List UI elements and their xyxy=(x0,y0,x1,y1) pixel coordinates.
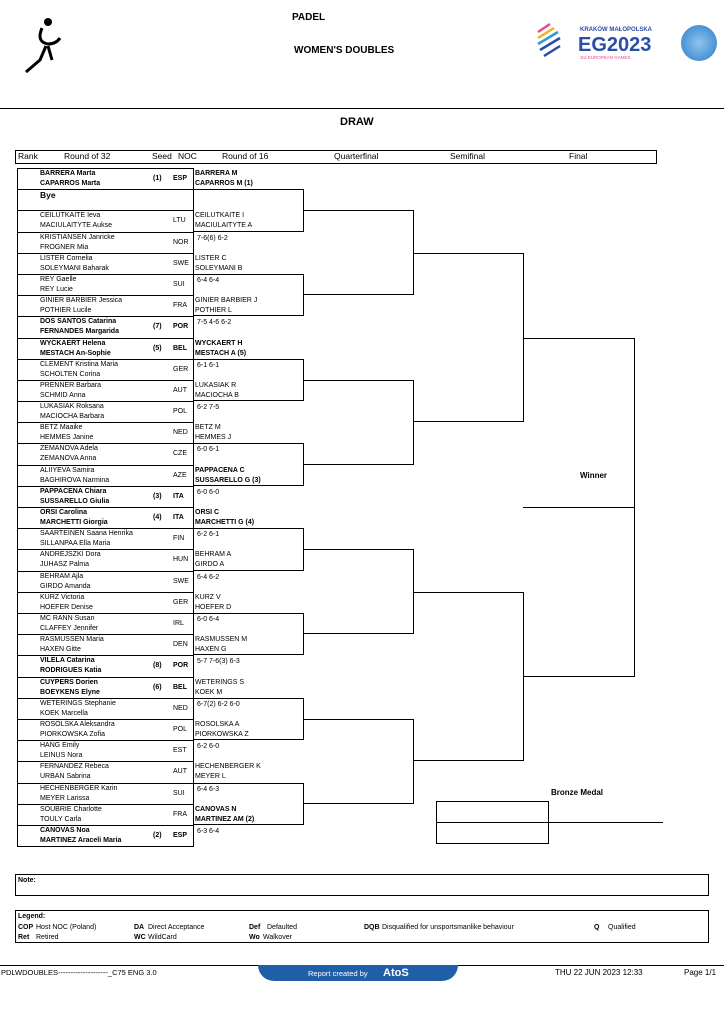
player-name: RODRIGUES Katia xyxy=(40,667,102,675)
r16-winner-name: WYCKAERT H xyxy=(195,339,243,347)
player-name: ORSI Carolina xyxy=(40,509,88,517)
r16-winner-name: LUKASIAK R xyxy=(195,381,237,389)
r16-winner-name: SUSSARELLO G (3) xyxy=(195,476,261,484)
player-name: CLEMENT Kristina Maria xyxy=(40,360,119,368)
legend-text: Retired xyxy=(36,934,59,941)
col-seed: Seed xyxy=(152,151,172,161)
player-name: CEILUTKAITE Ieva xyxy=(40,212,101,220)
r16-winner-name: ORSI C xyxy=(195,509,220,517)
player-name: SILLANPAA Ella Maria xyxy=(40,540,111,548)
player-name: MACIOCHA Barbara xyxy=(40,413,105,421)
col-round-of-16: Round of 16 xyxy=(222,151,269,161)
player-name: URBAN Sabrina xyxy=(40,773,91,781)
report-timestamp: THU 22 JUN 2023 12:33 xyxy=(555,968,643,977)
noc-code: AUT xyxy=(173,386,187,394)
padel-pictogram-icon xyxy=(24,16,64,76)
noc-code: ESP xyxy=(173,831,188,839)
legend-code: Def xyxy=(249,924,261,931)
player-name: WYCKAERT Helena xyxy=(40,339,106,347)
bronze-medal-line xyxy=(436,822,663,823)
noc-code: GER xyxy=(173,365,189,373)
r16-winner-name: KURZ V xyxy=(195,593,221,601)
r16-winner-name: MARCHETTI G (4) xyxy=(195,519,255,527)
r16-winner-name: MACIOCHA B xyxy=(195,391,239,399)
player-name: MARTINEZ Araceli Maria xyxy=(40,836,122,844)
player-name: KOEK Marcella xyxy=(40,709,88,717)
player-name: BETZ Maaike xyxy=(40,424,83,432)
r16-winner-name: GINIER BARBIER J xyxy=(195,297,258,305)
r16-winner-name: POTHIER L xyxy=(195,307,232,315)
player-name: LUKASIAK Roksana xyxy=(40,403,104,411)
noc-code: LTU xyxy=(173,217,186,225)
r16-winner-name: HOEFER D xyxy=(195,603,232,611)
player-name: BARRERA Marta xyxy=(40,170,96,177)
player-name: PIORKOWSKA Zofia xyxy=(40,730,105,738)
svg-text:EG2023: EG2023 xyxy=(578,34,652,56)
player-name: MACIULAITYTE Aukse xyxy=(40,222,112,230)
col-final: Final xyxy=(569,151,588,161)
noc-code: CZE xyxy=(173,450,187,458)
r16-winner-name: MARTINEZ AM (2) xyxy=(195,815,255,823)
noc-code: ESP xyxy=(173,175,188,182)
legend-code: WC xyxy=(134,934,146,941)
match-score: 6-4 6-2 xyxy=(197,573,220,581)
player-name: SAARTEINEN Saana Henrika xyxy=(40,530,133,538)
player-name: JUHASZ Palma xyxy=(40,561,90,569)
qf-bracket-box xyxy=(303,549,414,634)
seed: (1) xyxy=(153,175,162,182)
seed: (4) xyxy=(153,514,162,522)
seed: (6) xyxy=(153,683,162,691)
col-semifinal: Semifinal xyxy=(450,151,485,161)
noc-code: ITA xyxy=(173,514,184,522)
player-name: SCHMID Anna xyxy=(40,391,86,399)
noc-code: POR xyxy=(173,662,189,670)
noc-code: FIN xyxy=(173,535,185,543)
legend-label: Legend: xyxy=(18,913,46,920)
emblem-logo xyxy=(681,25,717,61)
player-name: SOLEYMANI Baharak xyxy=(40,264,109,272)
bye-label: Bye xyxy=(40,190,56,201)
noc-code: NOR xyxy=(173,238,189,246)
legend-code: Q xyxy=(594,924,600,931)
legend-text: Walkover xyxy=(263,934,292,941)
player-name: HOEFER Denise xyxy=(40,603,93,611)
noc-code: BEL xyxy=(173,683,187,691)
player-name: FERNANDEZ Rebeca xyxy=(40,763,109,771)
r16-winner-name: RASMUSSEN M xyxy=(195,636,248,644)
noc-code: FRA xyxy=(173,810,187,818)
match-score: 6-3 6-4 xyxy=(197,827,220,835)
player-name: HANG Emily xyxy=(40,742,80,750)
r16-bracket-box xyxy=(193,359,304,401)
player-name: CAPARROS Marta xyxy=(40,180,101,187)
noc-code: NED xyxy=(173,704,188,712)
col-noc: NOC xyxy=(178,151,197,161)
legend-text: Defaulted xyxy=(267,924,297,931)
noc-code: EST xyxy=(173,747,187,755)
noc-code: GER xyxy=(173,598,189,606)
player-name: LEINUS Nora xyxy=(40,752,83,760)
noc-code: ITA xyxy=(173,492,184,500)
r16-bracket-box xyxy=(193,613,304,655)
legend-code: Ret xyxy=(18,934,30,941)
seed: (7) xyxy=(153,323,162,331)
player-name: VILELA Catarina xyxy=(40,657,95,665)
r16-winner-name: HAXEN G xyxy=(195,646,227,654)
player-name: SUSSARELLO Giulia xyxy=(40,497,110,505)
r16-winner-name: GIRDO A xyxy=(195,561,225,569)
r16-winner-name: HEMMES J xyxy=(195,434,232,442)
legend-code: DQB xyxy=(364,924,380,931)
r16-winner-name: PAPPACENA C xyxy=(195,466,245,474)
sf-bracket-box xyxy=(413,592,524,762)
player-name: BAGHIROVA Narmina xyxy=(40,476,110,484)
r16-winner-name: MESTACH A (5) xyxy=(195,349,247,357)
player-name: SCHOLTEN Corina xyxy=(40,370,101,378)
r16-winner-name: KOEK M xyxy=(195,688,223,696)
legend-text: WildCard xyxy=(148,934,177,941)
legend-text: Disqualified for unsportsmanlike behaviour xyxy=(382,924,514,931)
noc-code: SUI xyxy=(173,280,185,288)
match-score: 7-6(6) 6-2 xyxy=(197,234,228,242)
player-name: PAPPACENA Chiara xyxy=(40,487,107,495)
r16-bracket-box xyxy=(193,274,304,316)
r16-bracket-box xyxy=(193,783,304,825)
sport-title: PADEL xyxy=(292,12,326,23)
match-score: 6-0 6-1 xyxy=(197,446,220,454)
player-name: HEMMES Janine xyxy=(40,434,94,442)
r16-winner-name: SOLEYMANI B xyxy=(195,264,243,272)
match-score: 6-7(2) 6-2 6-0 xyxy=(197,700,240,708)
qf-bracket-box xyxy=(303,719,414,804)
r16-winner-name: ROSOLSKA A xyxy=(195,720,240,728)
match-score: 6-0 6-4 xyxy=(197,615,220,623)
match-score: 6-2 7-5 xyxy=(197,404,220,412)
seed: (8) xyxy=(153,662,162,670)
player-name: ANDREJSZKI Dora xyxy=(40,551,101,559)
seed: (5) xyxy=(153,344,162,352)
r16-winner-name: BARRERA M xyxy=(195,170,238,177)
player-name: LISTER Cornelia xyxy=(40,254,93,262)
r16-winner-name: BEHRAM A xyxy=(195,551,232,559)
player-name: MEYER Larissa xyxy=(40,794,90,802)
col-rank: Rank xyxy=(18,151,38,161)
noc-code: SWE xyxy=(173,577,189,585)
atos-logo: AtoS xyxy=(383,967,409,979)
r16-bracket-box xyxy=(193,189,304,231)
qf-bracket-box xyxy=(303,210,414,295)
note-label: Note: xyxy=(18,877,36,884)
r16-winner-name: MEYER L xyxy=(195,773,226,781)
player-name: CLAFFEY Jennifer xyxy=(40,624,99,632)
player-name: TOULY Carla xyxy=(40,815,82,823)
player-name: POTHIER Lucile xyxy=(40,307,92,315)
r16-winner-name: MACIULAITYTE A xyxy=(195,222,253,230)
legend-code: Wo xyxy=(249,934,260,941)
sf-bracket-box xyxy=(413,253,524,423)
match-score: 7-5 4-6 6-2 xyxy=(197,319,232,327)
col-quarterfinal: Quarterfinal xyxy=(334,151,379,161)
player-name: REY Gaelle xyxy=(40,275,77,283)
r16-winner-name: LISTER C xyxy=(195,254,227,262)
european-games-logo xyxy=(536,10,666,62)
r16-bracket-box xyxy=(193,528,304,570)
noc-code: BEL xyxy=(173,344,187,352)
legend-box xyxy=(15,910,709,943)
r16-winner-name: WETERINGS S xyxy=(195,678,245,686)
player-name: PRENNER Barbara xyxy=(40,381,102,389)
r16-winner-name: CEILUTKAITE I xyxy=(195,212,245,220)
noc-code: SUI xyxy=(173,789,185,797)
player-name: GINIER BARBIER Jessica xyxy=(40,297,123,305)
seed: (2) xyxy=(153,831,162,839)
legend-text: Host NOC (Poland) xyxy=(36,924,97,931)
col-round-of-32: Round of 32 xyxy=(64,151,111,161)
player-name: MESTACH An-Sophie xyxy=(40,349,111,357)
r16-winner-name: HECHENBERGER K xyxy=(195,763,261,771)
r16-bracket-box xyxy=(193,443,304,485)
legend-code: COP xyxy=(18,924,34,931)
player-name: BEHRAM Ajla xyxy=(40,572,84,580)
player-name: CUYPERS Dorien xyxy=(40,678,98,686)
player-name: SOUBRIE Charlotte xyxy=(40,805,102,813)
player-name: KURZ Victoria xyxy=(40,593,85,601)
legend-text: Direct Acceptance xyxy=(148,924,205,931)
player-name: HAXEN Gitte xyxy=(40,646,81,654)
player-name: MARCHETTI Giorgia xyxy=(40,519,108,527)
legend-text: Qualified xyxy=(608,924,636,931)
player-name: DOS SANTOS Catarina xyxy=(40,318,117,326)
r16-winner-name: PIORKOWSKA Z xyxy=(195,730,249,738)
noc-code: POL xyxy=(173,725,188,733)
player-name: MC RANN Susan xyxy=(40,614,95,622)
report-created-by: Report created by xyxy=(308,969,368,978)
r16-winner-name: CANOVAS N xyxy=(195,805,237,813)
legend-code: DA xyxy=(134,924,145,931)
r16-bracket-box xyxy=(193,698,304,740)
player-name: KRISTIANSEN Janricke xyxy=(40,233,115,241)
player-name: FERNANDES Margarida xyxy=(40,328,119,336)
winner-line xyxy=(523,507,635,508)
player-name: ALIIYEVA Samira xyxy=(40,466,95,474)
noc-code: DEN xyxy=(173,641,188,649)
noc-code: SWE xyxy=(173,259,189,267)
noc-code: IRL xyxy=(173,619,184,627)
header-divider xyxy=(0,108,724,109)
player-name: ROSOLSKA Aleksandra xyxy=(40,720,115,728)
player-name: RASMUSSEN Maria xyxy=(40,636,104,644)
player-name: FROGNER Mia xyxy=(40,243,89,251)
match-score: 6-1 6-1 xyxy=(197,361,220,369)
r16-winner-name: BETZ M xyxy=(195,424,221,432)
player-name: HECHENBERGER Karin xyxy=(40,784,118,792)
match-score: 6-4 6-3 xyxy=(197,785,220,793)
event-title: WOMEN'S DOUBLES xyxy=(294,45,395,56)
noc-code: POR xyxy=(173,323,189,331)
noc-code: HUN xyxy=(173,556,189,564)
r16-winner-name: CAPARROS M (1) xyxy=(195,180,253,187)
match-score: 6-2 6-0 xyxy=(197,743,220,751)
match-score: 6-2 6-1 xyxy=(197,531,220,539)
player-name: BOEYKENS Elyne xyxy=(40,688,100,696)
noc-code: FRA xyxy=(173,302,187,310)
noc-code: AUT xyxy=(173,768,187,776)
noc-code: POL xyxy=(173,408,188,416)
match-score: 5-7 7-6(3) 6-3 xyxy=(197,658,240,666)
svg-text:3rd EUROPEAN GAMES: 3rd EUROPEAN GAMES xyxy=(580,55,631,60)
bronze-medal-label: Bronze Medal xyxy=(551,788,604,797)
player-name: ZEMANOVA Anna xyxy=(40,455,97,463)
noc-code: NED xyxy=(173,429,188,437)
report-code: PDLWDOUBLES--------------------_C75 ENG 3.0 xyxy=(1,968,157,977)
section-title: DRAW xyxy=(340,116,374,128)
player-name: WETERINGS Stephanie xyxy=(40,699,116,707)
match-score: 6-0 6-0 xyxy=(197,488,220,496)
player-name: CANOVAS Noa xyxy=(40,826,90,834)
match-score: 6-4 6-4 xyxy=(197,276,220,284)
page-number: Page 1/1 xyxy=(684,968,717,977)
svg-text:KRAKÓW MAŁOPOLSKA: KRAKÓW MAŁOPOLSKA xyxy=(580,27,652,33)
qf-bracket-box xyxy=(303,380,414,465)
player-name: REY Lucie xyxy=(40,285,73,293)
player-name: ZEMANOVA Adela xyxy=(40,445,98,453)
noc-code: AZE xyxy=(173,471,187,479)
player-name: GIRDO Amanda xyxy=(40,582,91,590)
winner-label: Winner xyxy=(580,471,608,480)
note-box xyxy=(15,874,709,896)
seed: (3) xyxy=(153,492,162,500)
